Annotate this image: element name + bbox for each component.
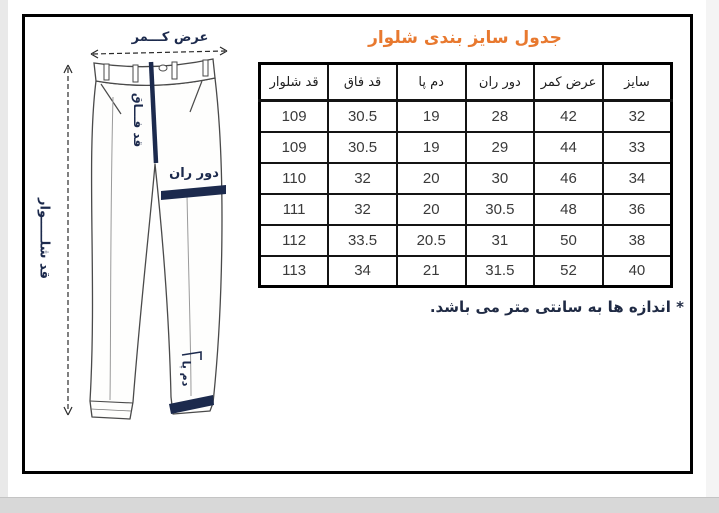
table-cell: 44 [534, 132, 603, 163]
pants-length-label: قد شلـــــوار [36, 198, 52, 279]
page-title: جدول سایز بندی شلوار [368, 28, 562, 48]
size-table-body [260, 101, 672, 287]
table-cell: 33.5 [328, 225, 397, 256]
table-cell: 109 [260, 101, 329, 132]
table-cell: 110 [260, 163, 329, 194]
table-cell: 36 [603, 194, 672, 225]
content-frame [22, 14, 693, 474]
table-cell: 48 [534, 194, 603, 225]
pants-length-arrow [64, 65, 72, 415]
table-cell: 19 [397, 132, 466, 163]
thigh-label: دور ران [169, 166, 219, 181]
table-cell: 38 [603, 225, 672, 256]
waistband [94, 59, 215, 85]
leg-opening-label: دم پا [179, 360, 193, 387]
table-cell: 29 [466, 132, 535, 163]
table-cell: 30.5 [328, 101, 397, 132]
table-cell: 31.5 [466, 256, 535, 287]
pants-diagram [25, 17, 258, 471]
table-cell: 30.5 [466, 194, 535, 225]
col-size: سایز [603, 64, 672, 101]
table-cell: 109 [260, 132, 329, 163]
table-cell: 111 [260, 194, 329, 225]
units-footnote: * اندازه ها به سانتی متر می باشد. [429, 298, 684, 316]
table-cell: 20 [397, 163, 466, 194]
col-leg-opening: دم پا [397, 64, 466, 101]
col-pants-length: قد شلوار [260, 64, 329, 101]
table-cell: 20.5 [397, 225, 466, 256]
size-table-header [260, 64, 672, 101]
table-header-row [260, 64, 672, 101]
col-thigh: دور ران [466, 64, 535, 101]
table-cell: 113 [260, 256, 329, 287]
table-cell: 20 [397, 194, 466, 225]
table-row [260, 163, 672, 194]
table-cell: 52 [534, 256, 603, 287]
waist-width-label: عرض کـــمر [131, 30, 209, 45]
rise-length-label: قد فـــاق [131, 92, 145, 148]
table-cell: 32 [328, 163, 397, 194]
table-row [260, 101, 672, 132]
table-cell: 112 [260, 225, 329, 256]
left-margin-strip [0, 0, 8, 513]
col-waist-width: عرض کمر [534, 64, 603, 101]
table-cell: 40 [603, 256, 672, 287]
right-margin-strip [706, 0, 719, 513]
table-cell: 28 [466, 101, 535, 132]
table-cell: 19 [397, 101, 466, 132]
bottom-margin-strip [0, 497, 719, 513]
table-cell: 46 [534, 163, 603, 194]
table-row [260, 194, 672, 225]
table-cell: 32 [603, 101, 672, 132]
waist-width-arrow [91, 47, 227, 58]
table-cell: 34 [603, 163, 672, 194]
table-cell: 34 [328, 256, 397, 287]
table-cell: 33 [603, 132, 672, 163]
table-row [260, 132, 672, 163]
table-cell: 30.5 [328, 132, 397, 163]
col-rise: قد فاق [328, 64, 397, 101]
table-row [260, 256, 672, 287]
table-cell: 32 [328, 194, 397, 225]
table-row [260, 225, 672, 256]
size-table [258, 62, 673, 288]
table-cell: 21 [397, 256, 466, 287]
table-cell: 50 [534, 225, 603, 256]
waist-button-icon [159, 65, 167, 71]
table-cell: 30 [466, 163, 535, 194]
table-cell: 31 [466, 225, 535, 256]
table-cell: 42 [534, 101, 603, 132]
